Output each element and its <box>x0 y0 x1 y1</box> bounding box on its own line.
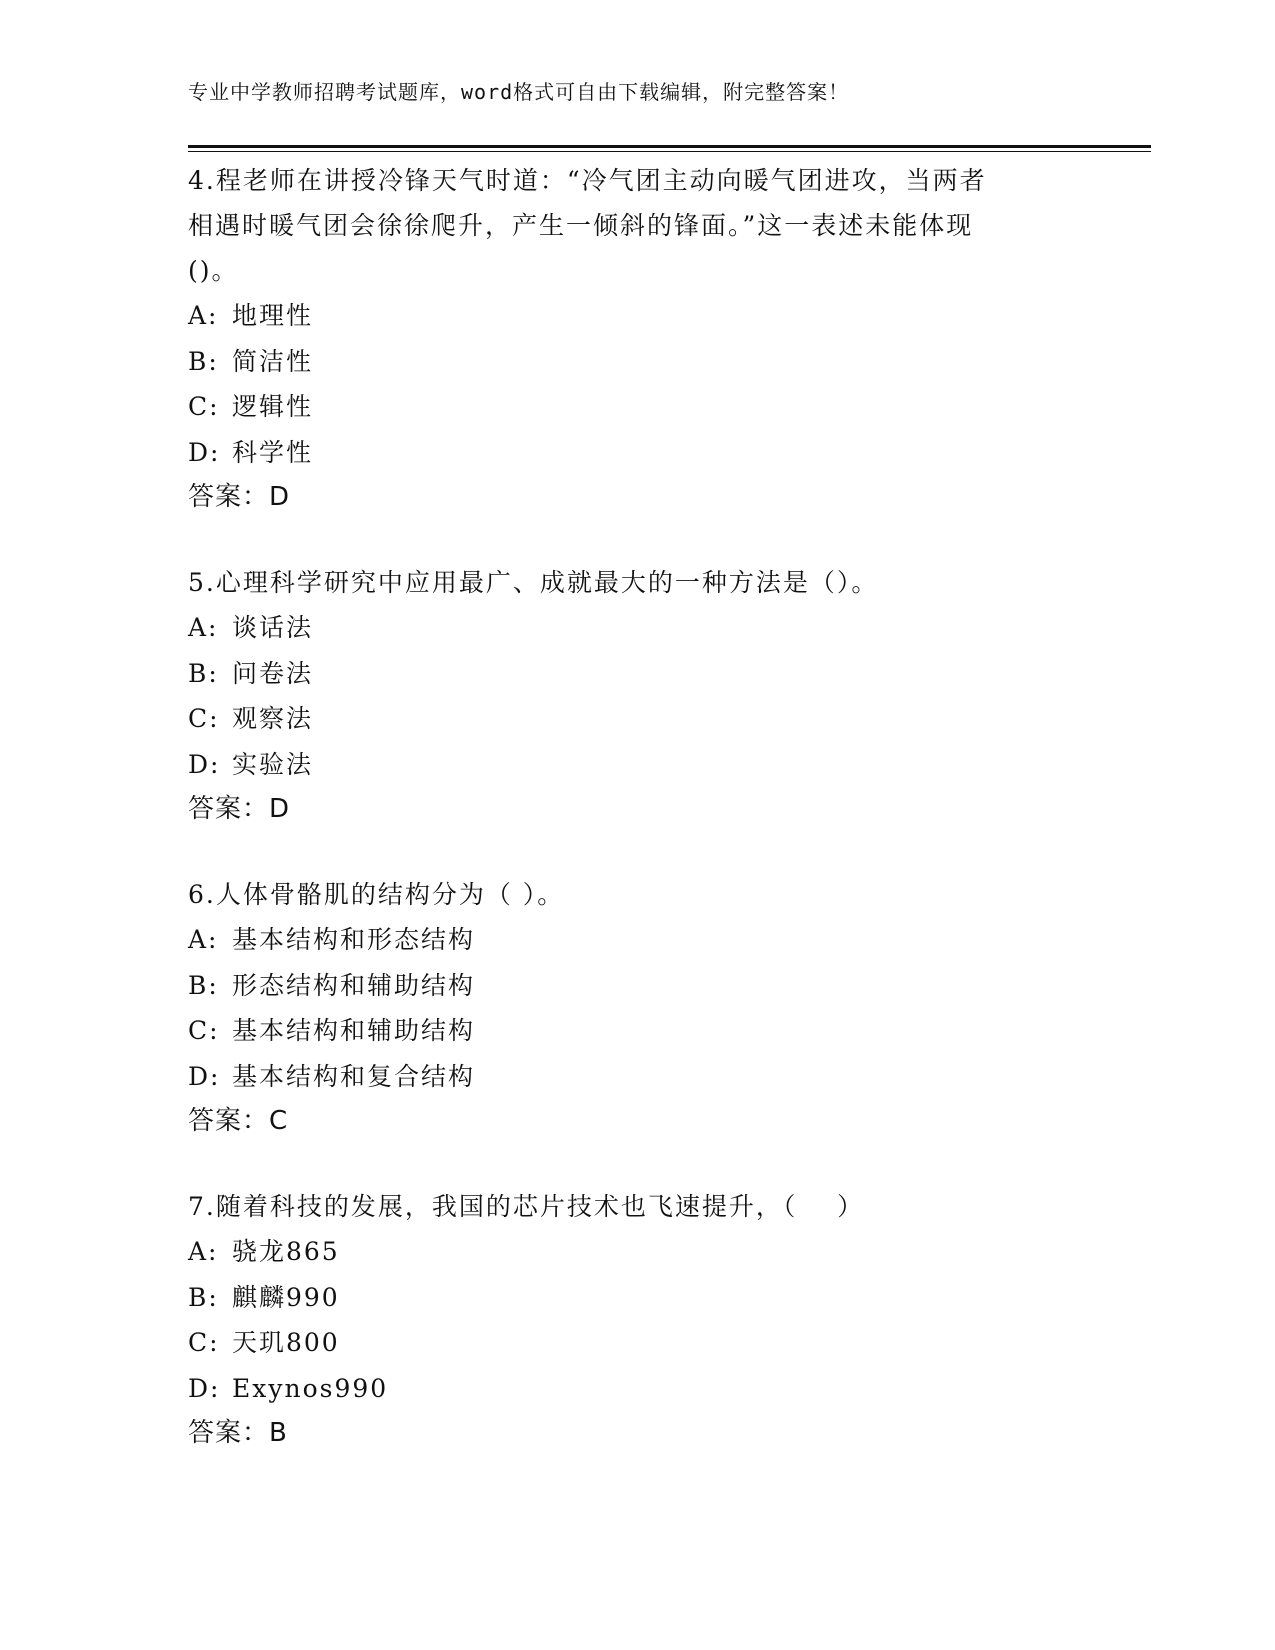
answer-line: 答案：D <box>188 482 291 512</box>
option-text: 麒麟990 <box>232 1282 340 1312</box>
question-stem-line: 相遇时暖气团会徐徐爬升，产生一倾斜的锋面。”这一表述未能体现 <box>188 211 974 240</box>
option-text: 基本结构和辅助结构 <box>232 1016 476 1045</box>
question-5 <box>188 560 1088 832</box>
option-text: 问卷法 <box>232 658 314 688</box>
option-d <box>188 1054 1088 1100</box>
option-b <box>188 963 1088 1009</box>
option-text: 谈话法 <box>232 613 314 642</box>
question-4 <box>188 158 1088 520</box>
question-7 <box>188 1184 1088 1456</box>
option-text: 实验法 <box>232 749 314 779</box>
option-letter: D: <box>188 437 221 467</box>
option-c <box>188 696 1088 742</box>
option-letter: C: <box>188 704 220 733</box>
option-b <box>188 339 1088 385</box>
option-text: 形态结构和辅助结构 <box>232 970 476 1000</box>
option-d <box>188 1366 1088 1412</box>
option-c <box>188 384 1088 430</box>
option-text: 基本结构和形态结构 <box>232 925 476 954</box>
page-header: 专业中学教师招聘考试题库，word格式可自由下载编辑，附完整答案！ <box>188 80 850 104</box>
answer-line: 答案：D <box>188 794 291 824</box>
option-letter: A: <box>188 613 219 642</box>
option-text: 天玑800 <box>232 1328 340 1357</box>
option-a <box>188 293 1088 339</box>
option-text: 科学性 <box>232 437 314 467</box>
option-letter: D: <box>188 749 221 779</box>
question-list <box>188 158 1088 1496</box>
question-stem-line: 5.心理科学研究中应用最广、成就最大的一种方法是（）。 <box>188 568 879 597</box>
option-c <box>188 1008 1088 1054</box>
header-divider-thin <box>188 151 1151 152</box>
option-letter: B: <box>188 970 219 1000</box>
option-letter: B: <box>188 346 219 376</box>
question-stem-line: 4.程老师在讲授冷锋天气时道：“冷气团主动向暖气团进攻，当两者 <box>188 166 987 195</box>
option-letter: C: <box>188 1328 220 1357</box>
option-letter: A: <box>188 301 219 330</box>
option-letter: A: <box>188 925 219 954</box>
question-stem-line: 7.随着科技的发展，我国的芯片技术也飞速提升，（ ） <box>188 1192 865 1221</box>
option-letter: D: <box>188 1373 221 1403</box>
option-a <box>188 917 1088 963</box>
option-c <box>188 1320 1088 1366</box>
option-letter: B: <box>188 658 219 688</box>
option-text: 逻辑性 <box>232 392 314 421</box>
option-letter: A: <box>188 1237 219 1266</box>
question-stem-line: ()。 <box>188 256 239 285</box>
option-text: Exynos990 <box>232 1373 389 1403</box>
option-letter: C: <box>188 392 220 421</box>
option-letter: B: <box>188 1282 219 1312</box>
header-divider-thick <box>188 145 1151 148</box>
question-stem-line: 6.人体骨骼肌的结构分为（ ）。 <box>188 880 565 909</box>
option-text: 观察法 <box>232 704 314 733</box>
option-d <box>188 430 1088 476</box>
answer-line: 答案：B <box>188 1418 288 1448</box>
option-b <box>188 651 1088 697</box>
option-letter: C: <box>188 1016 220 1045</box>
option-d <box>188 742 1088 788</box>
option-a <box>188 1229 1088 1275</box>
option-text: 简洁性 <box>232 346 314 376</box>
option-text: 地理性 <box>232 301 314 330</box>
option-text: 基本结构和复合结构 <box>232 1061 476 1091</box>
option-letter: D: <box>188 1061 221 1091</box>
option-text: 骁龙865 <box>232 1237 340 1266</box>
answer-line: 答案：C <box>188 1106 289 1136</box>
question-6 <box>188 872 1088 1144</box>
option-b <box>188 1275 1088 1321</box>
option-a <box>188 605 1088 651</box>
